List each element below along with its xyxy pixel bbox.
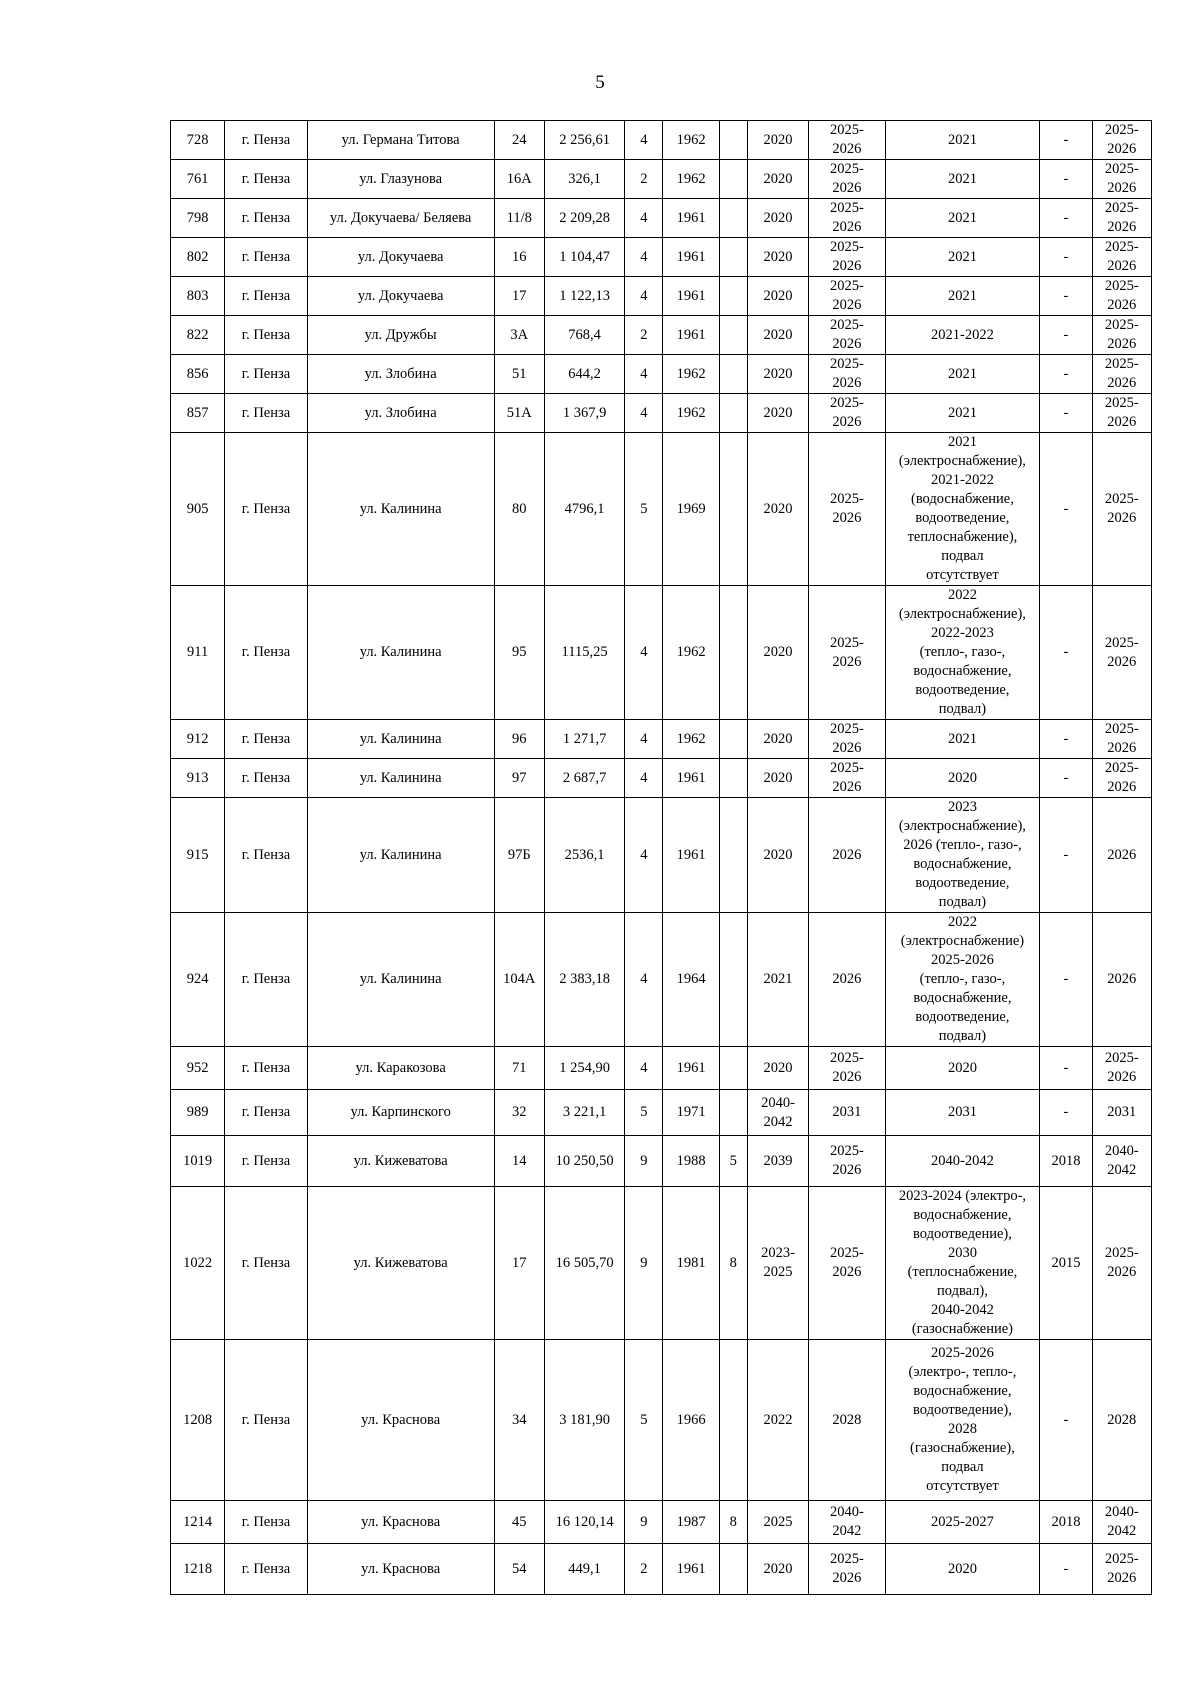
cell-city: г. Пенза bbox=[225, 433, 307, 586]
cell-house-number: 16 bbox=[494, 238, 544, 277]
cell-row-number: 1208 bbox=[171, 1340, 225, 1501]
cell-year-built: 1987 bbox=[663, 1501, 719, 1544]
table-row bbox=[171, 277, 1152, 316]
cell-row-number: 803 bbox=[171, 277, 225, 316]
cell-col-13: 2025- 2026 bbox=[1092, 1187, 1151, 1340]
cell-house-number: 3А bbox=[494, 316, 544, 355]
cell-col-9: 2020 bbox=[747, 1544, 808, 1595]
cell-col-10: 2025- 2026 bbox=[809, 238, 885, 277]
cell-city: г. Пенза bbox=[225, 355, 307, 394]
cell-col-10: 2025- 2026 bbox=[809, 759, 885, 798]
cell-year-built: 1961 bbox=[663, 1544, 719, 1595]
cell-col-13: 2025- 2026 bbox=[1092, 1544, 1151, 1595]
cell-row-number: 802 bbox=[171, 238, 225, 277]
cell-col-12: 2015 bbox=[1040, 1187, 1092, 1340]
cell-street: ул. Калинина bbox=[307, 586, 494, 720]
cell-col-13: 2040- 2042 bbox=[1092, 1136, 1151, 1187]
cell-col-13: 2025- 2026 bbox=[1092, 199, 1151, 238]
cell-year-built: 1964 bbox=[663, 913, 719, 1047]
table-row bbox=[171, 238, 1152, 277]
cell-col-13: 2028 bbox=[1092, 1340, 1151, 1501]
cell-street: ул. Докучаева bbox=[307, 277, 494, 316]
page-number: 5 bbox=[595, 72, 605, 93]
cell-floors: 4 bbox=[625, 238, 663, 277]
cell-repair-periods: 2020 bbox=[885, 1544, 1040, 1595]
cell-col-13: 2025- 2026 bbox=[1092, 759, 1151, 798]
table-row bbox=[171, 1340, 1152, 1501]
cell-area: 1 122,13 bbox=[544, 277, 624, 316]
cell-repair-periods: 2023-2024 (электро-, водоснабжение, водоотведение), 2030 (теплоснабжение, подвал), 2040-2042 (газоснабжение) bbox=[885, 1187, 1040, 1340]
cell-col-8 bbox=[719, 433, 747, 586]
table-row bbox=[171, 433, 1152, 586]
cell-street: ул. Краснова bbox=[307, 1544, 494, 1595]
cell-area: 16 505,70 bbox=[544, 1187, 624, 1340]
cell-floors: 4 bbox=[625, 759, 663, 798]
cell-row-number: 989 bbox=[171, 1090, 225, 1136]
cell-col-13: 2040- 2042 bbox=[1092, 1501, 1151, 1544]
cell-street: ул. Германа Титова bbox=[307, 121, 494, 160]
cell-col-12: - bbox=[1040, 160, 1092, 199]
cell-col-8 bbox=[719, 277, 747, 316]
cell-col-8: 8 bbox=[719, 1187, 747, 1340]
cell-area: 1 254,90 bbox=[544, 1047, 624, 1090]
cell-area: 16 120,14 bbox=[544, 1501, 624, 1544]
cell-col-9: 2039 bbox=[747, 1136, 808, 1187]
cell-street: ул. Калинина bbox=[307, 759, 494, 798]
cell-city: г. Пенза bbox=[225, 394, 307, 433]
cell-repair-periods: 2020 bbox=[885, 1047, 1040, 1090]
cell-repair-periods: 2021 (электроснабжение), 2021-2022 (водоснабжение, водоотведение, теплоснабжение), подвал отсутствует bbox=[885, 433, 1040, 586]
cell-floors: 4 bbox=[625, 1047, 663, 1090]
cell-street: ул. Калинина bbox=[307, 720, 494, 759]
cell-year-built: 1962 bbox=[663, 394, 719, 433]
cell-row-number: 1218 bbox=[171, 1544, 225, 1595]
cell-house-number: 80 bbox=[494, 433, 544, 586]
cell-row-number: 822 bbox=[171, 316, 225, 355]
table-row bbox=[171, 1187, 1152, 1340]
cell-col-12: - bbox=[1040, 586, 1092, 720]
cell-city: г. Пенза bbox=[225, 586, 307, 720]
housing-table bbox=[170, 120, 1152, 1595]
cell-col-10: 2026 bbox=[809, 913, 885, 1047]
cell-col-10: 2025- 2026 bbox=[809, 355, 885, 394]
cell-col-12: - bbox=[1040, 759, 1092, 798]
cell-city: г. Пенза bbox=[225, 1187, 307, 1340]
cell-col-12: - bbox=[1040, 1544, 1092, 1595]
cell-floors: 4 bbox=[625, 199, 663, 238]
cell-col-10: 2025- 2026 bbox=[809, 1187, 885, 1340]
cell-col-10: 2025- 2026 bbox=[809, 160, 885, 199]
cell-year-built: 1981 bbox=[663, 1187, 719, 1340]
cell-col-10: 2025- 2026 bbox=[809, 394, 885, 433]
cell-col-10: 2031 bbox=[809, 1090, 885, 1136]
cell-row-number: 952 bbox=[171, 1047, 225, 1090]
cell-col-13: 2025- 2026 bbox=[1092, 720, 1151, 759]
cell-year-built: 1962 bbox=[663, 355, 719, 394]
cell-area: 1 104,47 bbox=[544, 238, 624, 277]
cell-col-8 bbox=[719, 394, 747, 433]
cell-col-12: - bbox=[1040, 121, 1092, 160]
cell-col-9: 2040- 2042 bbox=[747, 1090, 808, 1136]
cell-area: 1 271,7 bbox=[544, 720, 624, 759]
cell-col-12: - bbox=[1040, 1047, 1092, 1090]
cell-col-12: - bbox=[1040, 433, 1092, 586]
cell-floors: 9 bbox=[625, 1187, 663, 1340]
cell-col-8 bbox=[719, 199, 747, 238]
cell-col-9: 2021 bbox=[747, 913, 808, 1047]
cell-repair-periods: 2021-2022 bbox=[885, 316, 1040, 355]
cell-repair-periods: 2021 bbox=[885, 355, 1040, 394]
cell-house-number: 71 bbox=[494, 1047, 544, 1090]
cell-city: г. Пенза bbox=[225, 1136, 307, 1187]
cell-street: ул. Карпинского bbox=[307, 1090, 494, 1136]
cell-floors: 2 bbox=[625, 160, 663, 199]
cell-year-built: 1962 bbox=[663, 160, 719, 199]
cell-col-9: 2020 bbox=[747, 586, 808, 720]
cell-city: г. Пенза bbox=[225, 160, 307, 199]
cell-col-13: 2026 bbox=[1092, 913, 1151, 1047]
cell-col-8 bbox=[719, 1340, 747, 1501]
cell-house-number: 104А bbox=[494, 913, 544, 1047]
cell-house-number: 45 bbox=[494, 1501, 544, 1544]
cell-col-9: 2020 bbox=[747, 277, 808, 316]
cell-col-12: - bbox=[1040, 238, 1092, 277]
cell-house-number: 34 bbox=[494, 1340, 544, 1501]
table-row bbox=[171, 1501, 1152, 1544]
cell-city: г. Пенза bbox=[225, 720, 307, 759]
cell-col-12: 2018 bbox=[1040, 1136, 1092, 1187]
cell-city: г. Пенза bbox=[225, 121, 307, 160]
cell-col-9: 2020 bbox=[747, 798, 808, 913]
cell-city: г. Пенза bbox=[225, 1090, 307, 1136]
table-body bbox=[171, 121, 1152, 1595]
cell-year-built: 1961 bbox=[663, 316, 719, 355]
cell-col-12: 2018 bbox=[1040, 1501, 1092, 1544]
cell-col-10: 2025- 2026 bbox=[809, 277, 885, 316]
cell-floors: 4 bbox=[625, 798, 663, 913]
cell-street: ул. Калинина bbox=[307, 913, 494, 1047]
cell-col-9: 2020 bbox=[747, 316, 808, 355]
cell-floors: 4 bbox=[625, 355, 663, 394]
cell-col-13: 2025- 2026 bbox=[1092, 160, 1151, 199]
cell-col-13: 2025- 2026 bbox=[1092, 586, 1151, 720]
cell-area: 3 221,1 bbox=[544, 1090, 624, 1136]
cell-repair-periods: 2021 bbox=[885, 199, 1040, 238]
cell-street: ул. Каракозова bbox=[307, 1047, 494, 1090]
cell-street: ул. Злобина bbox=[307, 355, 494, 394]
cell-area: 10 250,50 bbox=[544, 1136, 624, 1187]
table-row bbox=[171, 1544, 1152, 1595]
cell-col-8 bbox=[719, 121, 747, 160]
cell-col-8 bbox=[719, 316, 747, 355]
cell-col-9: 2020 bbox=[747, 160, 808, 199]
cell-col-8 bbox=[719, 355, 747, 394]
cell-street: ул. Краснова bbox=[307, 1501, 494, 1544]
cell-area: 644,2 bbox=[544, 355, 624, 394]
table-row bbox=[171, 586, 1152, 720]
cell-floors: 5 bbox=[625, 433, 663, 586]
cell-repair-periods: 2023 (электроснабжение), 2026 (тепло-, газо-, водоснабжение, водоотведение, подвал) bbox=[885, 798, 1040, 913]
cell-col-8: 8 bbox=[719, 1501, 747, 1544]
cell-city: г. Пенза bbox=[225, 798, 307, 913]
cell-area: 2 209,28 bbox=[544, 199, 624, 238]
cell-area: 2 383,18 bbox=[544, 913, 624, 1047]
cell-col-9: 2022 bbox=[747, 1340, 808, 1501]
cell-house-number: 16А bbox=[494, 160, 544, 199]
cell-repair-periods: 2025-2027 bbox=[885, 1501, 1040, 1544]
cell-col-13: 2025- 2026 bbox=[1092, 433, 1151, 586]
table-row bbox=[171, 121, 1152, 160]
cell-col-8 bbox=[719, 1047, 747, 1090]
cell-col-12: - bbox=[1040, 1340, 1092, 1501]
cell-year-built: 1969 bbox=[663, 433, 719, 586]
cell-area: 449,1 bbox=[544, 1544, 624, 1595]
table-row bbox=[171, 1047, 1152, 1090]
cell-repair-periods: 2021 bbox=[885, 160, 1040, 199]
cell-col-10: 2025- 2026 bbox=[809, 1136, 885, 1187]
cell-col-9: 2020 bbox=[747, 199, 808, 238]
cell-col-10: 2028 bbox=[809, 1340, 885, 1501]
cell-floors: 5 bbox=[625, 1090, 663, 1136]
cell-col-10: 2025- 2026 bbox=[809, 199, 885, 238]
cell-city: г. Пенза bbox=[225, 1047, 307, 1090]
cell-floors: 9 bbox=[625, 1136, 663, 1187]
cell-area: 2536,1 bbox=[544, 798, 624, 913]
table-row bbox=[171, 720, 1152, 759]
cell-col-13: 2025- 2026 bbox=[1092, 238, 1151, 277]
cell-repair-periods: 2022 (электроснабжение), 2022-2023 (тепло-, газо-, водоснабжение, водоотведение, подвал) bbox=[885, 586, 1040, 720]
cell-year-built: 1961 bbox=[663, 277, 719, 316]
cell-year-built: 1961 bbox=[663, 759, 719, 798]
cell-col-8 bbox=[719, 238, 747, 277]
cell-street: ул. Кижеватова bbox=[307, 1136, 494, 1187]
cell-street: ул. Дружбы bbox=[307, 316, 494, 355]
cell-city: г. Пенза bbox=[225, 199, 307, 238]
cell-col-12: - bbox=[1040, 1090, 1092, 1136]
cell-floors: 4 bbox=[625, 121, 663, 160]
cell-col-9: 2020 bbox=[747, 355, 808, 394]
cell-col-10: 2040- 2042 bbox=[809, 1501, 885, 1544]
cell-area: 1115,25 bbox=[544, 586, 624, 720]
cell-col-10: 2025- 2026 bbox=[809, 121, 885, 160]
cell-col-12: - bbox=[1040, 720, 1092, 759]
cell-year-built: 1961 bbox=[663, 1047, 719, 1090]
cell-repair-periods: 2031 bbox=[885, 1090, 1040, 1136]
cell-house-number: 95 bbox=[494, 586, 544, 720]
cell-row-number: 912 bbox=[171, 720, 225, 759]
table-row bbox=[171, 316, 1152, 355]
cell-col-8 bbox=[719, 1090, 747, 1136]
cell-row-number: 728 bbox=[171, 121, 225, 160]
table-row bbox=[171, 1090, 1152, 1136]
cell-area: 1 367,9 bbox=[544, 394, 624, 433]
cell-city: г. Пенза bbox=[225, 1544, 307, 1595]
table-row bbox=[171, 355, 1152, 394]
cell-repair-periods: 2021 bbox=[885, 121, 1040, 160]
cell-floors: 4 bbox=[625, 394, 663, 433]
cell-repair-periods: 2020 bbox=[885, 759, 1040, 798]
cell-year-built: 1962 bbox=[663, 586, 719, 720]
cell-col-13: 2025- 2026 bbox=[1092, 316, 1151, 355]
cell-city: г. Пенза bbox=[225, 759, 307, 798]
cell-col-12: - bbox=[1040, 316, 1092, 355]
cell-street: ул. Глазунова bbox=[307, 160, 494, 199]
cell-street: ул. Кижеватова bbox=[307, 1187, 494, 1340]
cell-col-12: - bbox=[1040, 199, 1092, 238]
cell-year-built: 1961 bbox=[663, 199, 719, 238]
cell-col-8 bbox=[719, 1544, 747, 1595]
table-row bbox=[171, 160, 1152, 199]
cell-col-8 bbox=[719, 720, 747, 759]
cell-col-9: 2020 bbox=[747, 238, 808, 277]
cell-floors: 4 bbox=[625, 913, 663, 1047]
cell-area: 2 687,7 bbox=[544, 759, 624, 798]
cell-street: ул. Калинина bbox=[307, 433, 494, 586]
cell-col-9: 2025 bbox=[747, 1501, 808, 1544]
cell-col-9: 2020 bbox=[747, 759, 808, 798]
cell-row-number: 761 bbox=[171, 160, 225, 199]
table-row bbox=[171, 1136, 1152, 1187]
table-row bbox=[171, 199, 1152, 238]
cell-area: 4796,1 bbox=[544, 433, 624, 586]
cell-col-8 bbox=[719, 586, 747, 720]
cell-col-10: 2025- 2026 bbox=[809, 720, 885, 759]
cell-col-8 bbox=[719, 160, 747, 199]
cell-row-number: 924 bbox=[171, 913, 225, 1047]
cell-col-13: 2025- 2026 bbox=[1092, 394, 1151, 433]
cell-city: г. Пенза bbox=[225, 238, 307, 277]
cell-col-10: 2025- 2026 bbox=[809, 433, 885, 586]
cell-col-9: 2020 bbox=[747, 1047, 808, 1090]
table-row bbox=[171, 759, 1152, 798]
cell-col-8 bbox=[719, 798, 747, 913]
cell-row-number: 856 bbox=[171, 355, 225, 394]
cell-col-9: 2020 bbox=[747, 394, 808, 433]
cell-col-9: 2023- 2025 bbox=[747, 1187, 808, 1340]
cell-col-12: - bbox=[1040, 277, 1092, 316]
cell-col-8: 5 bbox=[719, 1136, 747, 1187]
cell-street: ул. Злобина bbox=[307, 394, 494, 433]
cell-year-built: 1962 bbox=[663, 720, 719, 759]
table-row bbox=[171, 394, 1152, 433]
cell-city: г. Пенза bbox=[225, 913, 307, 1047]
cell-house-number: 14 bbox=[494, 1136, 544, 1187]
cell-floors: 5 bbox=[625, 1340, 663, 1501]
cell-row-number: 857 bbox=[171, 394, 225, 433]
cell-year-built: 1971 bbox=[663, 1090, 719, 1136]
cell-house-number: 32 bbox=[494, 1090, 544, 1136]
cell-year-built: 1988 bbox=[663, 1136, 719, 1187]
cell-area: 326,1 bbox=[544, 160, 624, 199]
cell-floors: 4 bbox=[625, 720, 663, 759]
cell-row-number: 798 bbox=[171, 199, 225, 238]
cell-house-number: 17 bbox=[494, 1187, 544, 1340]
cell-col-12: - bbox=[1040, 913, 1092, 1047]
cell-street: ул. Калинина bbox=[307, 798, 494, 913]
cell-house-number: 97 bbox=[494, 759, 544, 798]
cell-city: г. Пенза bbox=[225, 277, 307, 316]
cell-row-number: 913 bbox=[171, 759, 225, 798]
cell-house-number: 96 bbox=[494, 720, 544, 759]
cell-row-number: 1022 bbox=[171, 1187, 225, 1340]
cell-city: г. Пенза bbox=[225, 1340, 307, 1501]
cell-col-13: 2031 bbox=[1092, 1090, 1151, 1136]
cell-row-number: 915 bbox=[171, 798, 225, 913]
cell-house-number: 54 bbox=[494, 1544, 544, 1595]
cell-col-9: 2020 bbox=[747, 720, 808, 759]
cell-floors: 4 bbox=[625, 586, 663, 720]
cell-city: г. Пенза bbox=[225, 1501, 307, 1544]
cell-row-number: 905 bbox=[171, 433, 225, 586]
cell-col-10: 2026 bbox=[809, 798, 885, 913]
cell-col-8 bbox=[719, 913, 747, 1047]
cell-house-number: 17 bbox=[494, 277, 544, 316]
cell-repair-periods: 2021 bbox=[885, 238, 1040, 277]
table-row bbox=[171, 913, 1152, 1047]
cell-col-12: - bbox=[1040, 798, 1092, 913]
cell-house-number: 51А bbox=[494, 394, 544, 433]
cell-col-13: 2025- 2026 bbox=[1092, 1047, 1151, 1090]
cell-row-number: 1019 bbox=[171, 1136, 225, 1187]
cell-floors: 9 bbox=[625, 1501, 663, 1544]
cell-house-number: 97Б bbox=[494, 798, 544, 913]
cell-area: 768,4 bbox=[544, 316, 624, 355]
table-row bbox=[171, 798, 1152, 913]
cell-repair-periods: 2021 bbox=[885, 277, 1040, 316]
cell-col-13: 2025- 2026 bbox=[1092, 355, 1151, 394]
cell-row-number: 911 bbox=[171, 586, 225, 720]
cell-area: 2 256,61 bbox=[544, 121, 624, 160]
cell-col-8 bbox=[719, 759, 747, 798]
cell-row-number: 1214 bbox=[171, 1501, 225, 1544]
cell-repair-periods: 2025-2026 (электро-, тепло-, водоснабжение, водоотведение), 2028 (газоснабжение), подвал отсутствует bbox=[885, 1340, 1040, 1501]
cell-col-12: - bbox=[1040, 355, 1092, 394]
cell-col-10: 2025- 2026 bbox=[809, 316, 885, 355]
cell-col-9: 2020 bbox=[747, 433, 808, 586]
cell-repair-periods: 2040-2042 bbox=[885, 1136, 1040, 1187]
cell-col-13: 2025- 2026 bbox=[1092, 277, 1151, 316]
cell-year-built: 1961 bbox=[663, 798, 719, 913]
cell-col-13: 2025- 2026 bbox=[1092, 121, 1151, 160]
cell-repair-periods: 2022 (электроснабжение) 2025-2026 (тепло-, газо-, водоснабжение, водоотведение, подвал) bbox=[885, 913, 1040, 1047]
cell-col-13: 2026 bbox=[1092, 798, 1151, 913]
cell-house-number: 51 bbox=[494, 355, 544, 394]
cell-year-built: 1962 bbox=[663, 121, 719, 160]
cell-street: ул. Краснова bbox=[307, 1340, 494, 1501]
cell-area: 3 181,90 bbox=[544, 1340, 624, 1501]
cell-col-12: - bbox=[1040, 394, 1092, 433]
cell-floors: 2 bbox=[625, 1544, 663, 1595]
cell-col-10: 2025- 2026 bbox=[809, 1544, 885, 1595]
cell-street: ул. Докучаева bbox=[307, 238, 494, 277]
cell-repair-periods: 2021 bbox=[885, 394, 1040, 433]
cell-col-10: 2025- 2026 bbox=[809, 586, 885, 720]
cell-house-number: 11/8 bbox=[494, 199, 544, 238]
cell-house-number: 24 bbox=[494, 121, 544, 160]
cell-year-built: 1961 bbox=[663, 238, 719, 277]
cell-city: г. Пенза bbox=[225, 316, 307, 355]
cell-floors: 2 bbox=[625, 316, 663, 355]
cell-col-9: 2020 bbox=[747, 121, 808, 160]
cell-year-built: 1966 bbox=[663, 1340, 719, 1501]
cell-street: ул. Докучаева/ Беляева bbox=[307, 199, 494, 238]
cell-col-10: 2025- 2026 bbox=[809, 1047, 885, 1090]
cell-floors: 4 bbox=[625, 277, 663, 316]
cell-repair-periods: 2021 bbox=[885, 720, 1040, 759]
